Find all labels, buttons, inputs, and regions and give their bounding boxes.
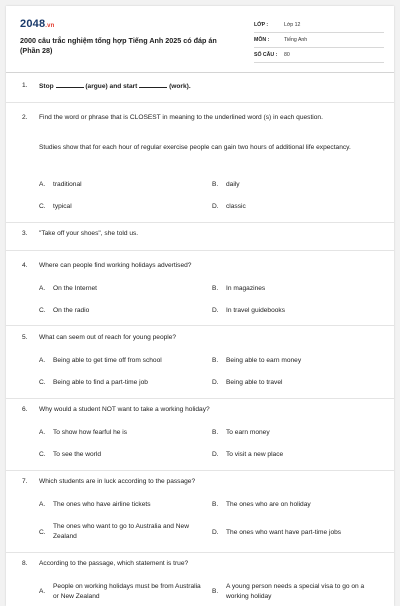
- meta-count: [254, 52, 384, 63]
- meta-value: Lớp 12: [284, 22, 301, 28]
- question-divider: [6, 102, 394, 103]
- title-line-1: 2000 câu trắc nghiệm tổng hợp Tiếng Anh 2025 có đáp án: [20, 36, 217, 45]
- question-number: 8.: [22, 560, 28, 567]
- meta-key: SỐ CÂU :: [254, 52, 278, 58]
- meta-key: LỚP :: [254, 22, 269, 28]
- question-number: 4.: [22, 262, 28, 269]
- question-text: Find the word or phrase that is CLOSEST in meaning to the underlined word (s) in each question.: [39, 114, 323, 121]
- meta-value: 80: [284, 52, 290, 58]
- question-passage: Studies show that for each hour of regular exercise people can gain two hours of additional life expectancy.: [39, 144, 351, 151]
- question-text: Which students are in luck according to the passage?: [39, 478, 196, 485]
- meta-key: MÔN :: [254, 37, 270, 43]
- document-page: 2048.vn 2000 câu trắc nghiệm tổng hợp Tiếng Anh 2025 có đáp án (Phần 28) LỚP : Lớp 12 MÔN : Tiếng Anh SỐ CÂU : 80 1. Stop (argue) and start (work). 2. Find the word or phrase that is CLOSEST in meaning to the underlined word (s) in each question. Studies show that for each hour of regular exercise people can gain two hours of additional life expectancy. A. traditional B. daily C. typical D. classic 3. "Take off your shoes", she told us. 4. Where can people find working holidays advertised? A. On the Internet B. In magazines C. On the radio D. In travel guidebooks 5. What can seem out of reach for young people? A. Being able to get time off from school B. Being able to earn money C. Being able to find a part-time job D. Being able to travel 6. Why would a student NOT want to take a working holiday? A. To show how fearful he is B. To earn money C. To see the world D. To visit a new place 7. Which students are in luck according to the passage? A. The ones who have airline tickets B. The ones who are on holiday C. The ones who want to go to Australia and New Zealand D. The ones who want have part-time jobs 8. According to the passage, which statement is true? A. People on working holidays must be from Australia or New Zealand B. A young person needs a special visa to go on a working holiday: [6, 6, 394, 606]
- question-text: Stop (argue) and start (work).: [39, 83, 191, 90]
- question-divider: [6, 325, 394, 326]
- logo-main: 2048: [20, 18, 46, 30]
- question-number: 1.: [22, 82, 28, 89]
- question-number: 7.: [22, 478, 28, 485]
- title-line-2: (Phần 28): [20, 46, 53, 55]
- question-number: 5.: [22, 334, 28, 341]
- question-text: According to the passage, which statement is true?: [39, 560, 189, 567]
- document-title: [20, 36, 240, 56]
- question-divider: [6, 470, 394, 471]
- meta-grade: [254, 22, 384, 33]
- question-number: 3.: [22, 230, 28, 237]
- question-divider: [6, 552, 394, 553]
- header-divider: [6, 72, 394, 73]
- question-divider: [6, 222, 394, 223]
- question-text: "Take off your shoes", she told us.: [39, 230, 139, 237]
- answer-blank: [139, 81, 167, 88]
- logo-sub: .vn: [45, 23, 55, 29]
- meta-subject: [254, 37, 384, 48]
- question-text: Why would a student NOT want to take a working holiday?: [39, 406, 210, 413]
- question-text: Where can people find working holidays advertised?: [39, 262, 192, 269]
- document-header: [6, 6, 394, 72]
- meta-value: Tiếng Anh: [284, 37, 308, 43]
- question-number: 6.: [22, 406, 28, 413]
- site-logo[interactable]: [20, 18, 55, 30]
- question-number: 2.: [22, 114, 28, 121]
- question-text: What can seem out of reach for young people?: [39, 334, 177, 341]
- answer-blank: [56, 81, 84, 88]
- question-divider: [6, 398, 394, 399]
- question-divider: [6, 250, 394, 251]
